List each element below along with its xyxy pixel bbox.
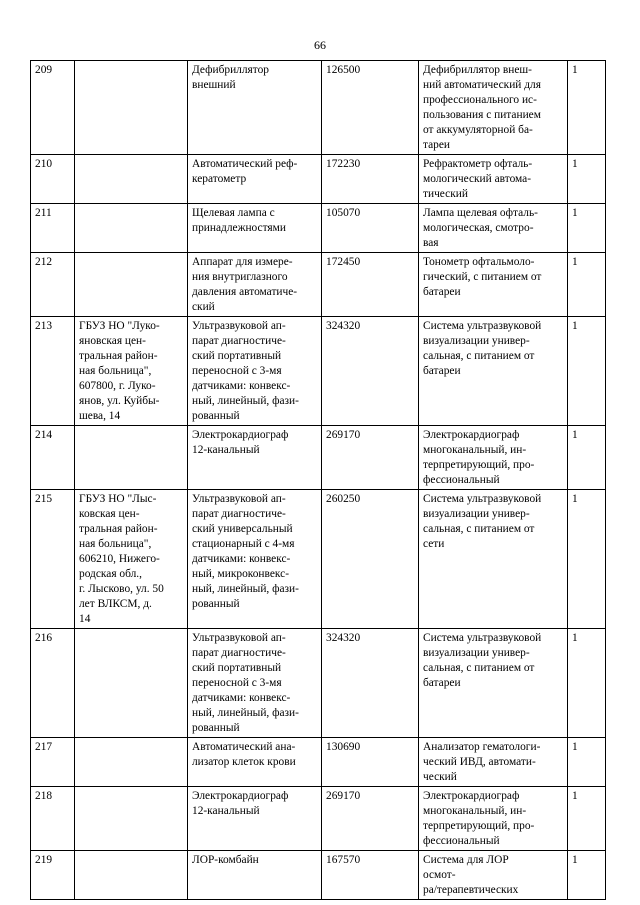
code-cell: 172450 bbox=[322, 253, 419, 317]
equipment-name-cell: Автоматический реф- кератометр bbox=[188, 155, 322, 204]
row-number-cell: 217 bbox=[31, 738, 75, 787]
organization-cell bbox=[75, 787, 188, 851]
nomenclature-description-cell: Система ультразвуковой визуализации универ- сальная, с питанием от сети bbox=[419, 490, 568, 629]
equipment-name-cell: Электрокардиограф 12-канальный bbox=[188, 787, 322, 851]
equipment-name-cell: Ультразвуковой ап- парат диагностиче- ский портативный переносной с 3-мя датчиками: конвекс- ный, линейный, фази- рованный bbox=[188, 629, 322, 738]
organization-cell bbox=[75, 61, 188, 155]
quantity-cell: 1 bbox=[568, 426, 606, 490]
code-cell: 324320 bbox=[322, 629, 419, 738]
row-number-cell: 211 bbox=[31, 204, 75, 253]
row-number-cell: 215 bbox=[31, 490, 75, 629]
quantity-cell: 1 bbox=[568, 61, 606, 155]
quantity-cell: 1 bbox=[568, 738, 606, 787]
nomenclature-description-cell: Анализатор гематологи- ческий ИВД, автомати- ческий bbox=[419, 738, 568, 787]
quantity-cell: 1 bbox=[568, 155, 606, 204]
nomenclature-description-cell: Лампа щелевая офталь- мологическая, смотро- вая bbox=[419, 204, 568, 253]
equipment-name-cell: Дефибриллятор внешний bbox=[188, 61, 322, 155]
organization-cell bbox=[75, 253, 188, 317]
code-cell: 269170 bbox=[322, 787, 419, 851]
equipment-name-cell: ЛОР-комбайн bbox=[188, 851, 322, 900]
quantity-cell: 1 bbox=[568, 629, 606, 738]
row-number-cell: 209 bbox=[31, 61, 75, 155]
code-cell: 130690 bbox=[322, 738, 419, 787]
nomenclature-description-cell: Система ультразвуковой визуализации универ- сальная, с питанием от батареи bbox=[419, 317, 568, 426]
equipment-table bbox=[30, 60, 606, 900]
code-cell: 105070 bbox=[322, 204, 419, 253]
page-number: 66 bbox=[314, 38, 326, 52]
code-cell: 260250 bbox=[322, 490, 419, 629]
code-cell: 269170 bbox=[322, 426, 419, 490]
nomenclature-description-cell: Электрокардиограф многоканальный, ин- терпретирующий, про- фессиональный bbox=[419, 787, 568, 851]
quantity-cell: 1 bbox=[568, 787, 606, 851]
nomenclature-description-cell: Рефрактометр офталь- мологический автома- тический bbox=[419, 155, 568, 204]
row-number-cell: 218 bbox=[31, 787, 75, 851]
equipment-name-cell: Аппарат для измере- ния внутриглазного давления автоматиче- ский bbox=[188, 253, 322, 317]
nomenclature-description-cell: Система ультразвуковой визуализации универ- сальная, с питанием от батареи bbox=[419, 629, 568, 738]
quantity-cell: 1 bbox=[568, 490, 606, 629]
table-row bbox=[31, 61, 606, 155]
table-row bbox=[31, 155, 606, 204]
table-row bbox=[31, 629, 606, 738]
code-cell: 126500 bbox=[322, 61, 419, 155]
organization-cell bbox=[75, 851, 188, 900]
row-number-cell: 219 bbox=[31, 851, 75, 900]
table-body bbox=[31, 61, 606, 900]
quantity-cell: 1 bbox=[568, 253, 606, 317]
organization-cell: ГБУЗ НО "Лыс- ковская цен- тральная район- ная больница", 606210, Нижего- родская обл., г. Лысково, ул. 50 лет ВЛКСМ, д. 14 bbox=[75, 490, 188, 629]
nomenclature-description-cell: Тонометр офтальмоло- гический, с питанием от батареи bbox=[419, 253, 568, 317]
table-row bbox=[31, 253, 606, 317]
quantity-cell: 1 bbox=[568, 317, 606, 426]
table-row bbox=[31, 204, 606, 253]
code-cell: 324320 bbox=[322, 317, 419, 426]
equipment-name-cell: Ультразвуковой ап- парат диагностиче- ский универсальный стационарный с 4-мя датчиками: конвекс- ный, микроконвекс- ный, линейный, фази- рованный bbox=[188, 490, 322, 629]
row-number-cell: 216 bbox=[31, 629, 75, 738]
nomenclature-description-cell: Дефибриллятор внеш- ний автоматический для профессионального ис- пользования с питанием от аккумуляторной ба- тареи bbox=[419, 61, 568, 155]
table-row bbox=[31, 787, 606, 851]
table-row bbox=[31, 851, 606, 900]
organization-cell bbox=[75, 738, 188, 787]
quantity-cell: 1 bbox=[568, 204, 606, 253]
quantity-cell: 1 bbox=[568, 851, 606, 900]
organization-cell bbox=[75, 155, 188, 204]
nomenclature-description-cell: Электрокардиограф многоканальный, ин- терпретирующий, про- фессиональный bbox=[419, 426, 568, 490]
equipment-name-cell: Электрокардиограф 12-канальный bbox=[188, 426, 322, 490]
equipment-name-cell: Щелевая лампа с принадлежностями bbox=[188, 204, 322, 253]
equipment-name-cell: Автоматический ана- лизатор клеток крови bbox=[188, 738, 322, 787]
code-cell: 167570 bbox=[322, 851, 419, 900]
table-row bbox=[31, 490, 606, 629]
nomenclature-description-cell: Система для ЛОР осмот- ра/терапевтических bbox=[419, 851, 568, 900]
table-row bbox=[31, 426, 606, 490]
organization-cell bbox=[75, 426, 188, 490]
code-cell: 172230 bbox=[322, 155, 419, 204]
equipment-name-cell: Ультразвуковой ап- парат диагностиче- ский портативный переносной с 3-мя датчиками: конвекс- ный, линейный, фази- рованный bbox=[188, 317, 322, 426]
table-row bbox=[31, 317, 606, 426]
table-row bbox=[31, 738, 606, 787]
organization-cell: ГБУЗ НО "Луко- яновская цен- тральная район- ная больница", 607800, г. Луко- янов, ул. Куйбы- шева, 14 bbox=[75, 317, 188, 426]
organization-cell bbox=[75, 204, 188, 253]
row-number-cell: 213 bbox=[31, 317, 75, 426]
row-number-cell: 210 bbox=[31, 155, 75, 204]
organization-cell bbox=[75, 629, 188, 738]
row-number-cell: 212 bbox=[31, 253, 75, 317]
row-number-cell: 214 bbox=[31, 426, 75, 490]
